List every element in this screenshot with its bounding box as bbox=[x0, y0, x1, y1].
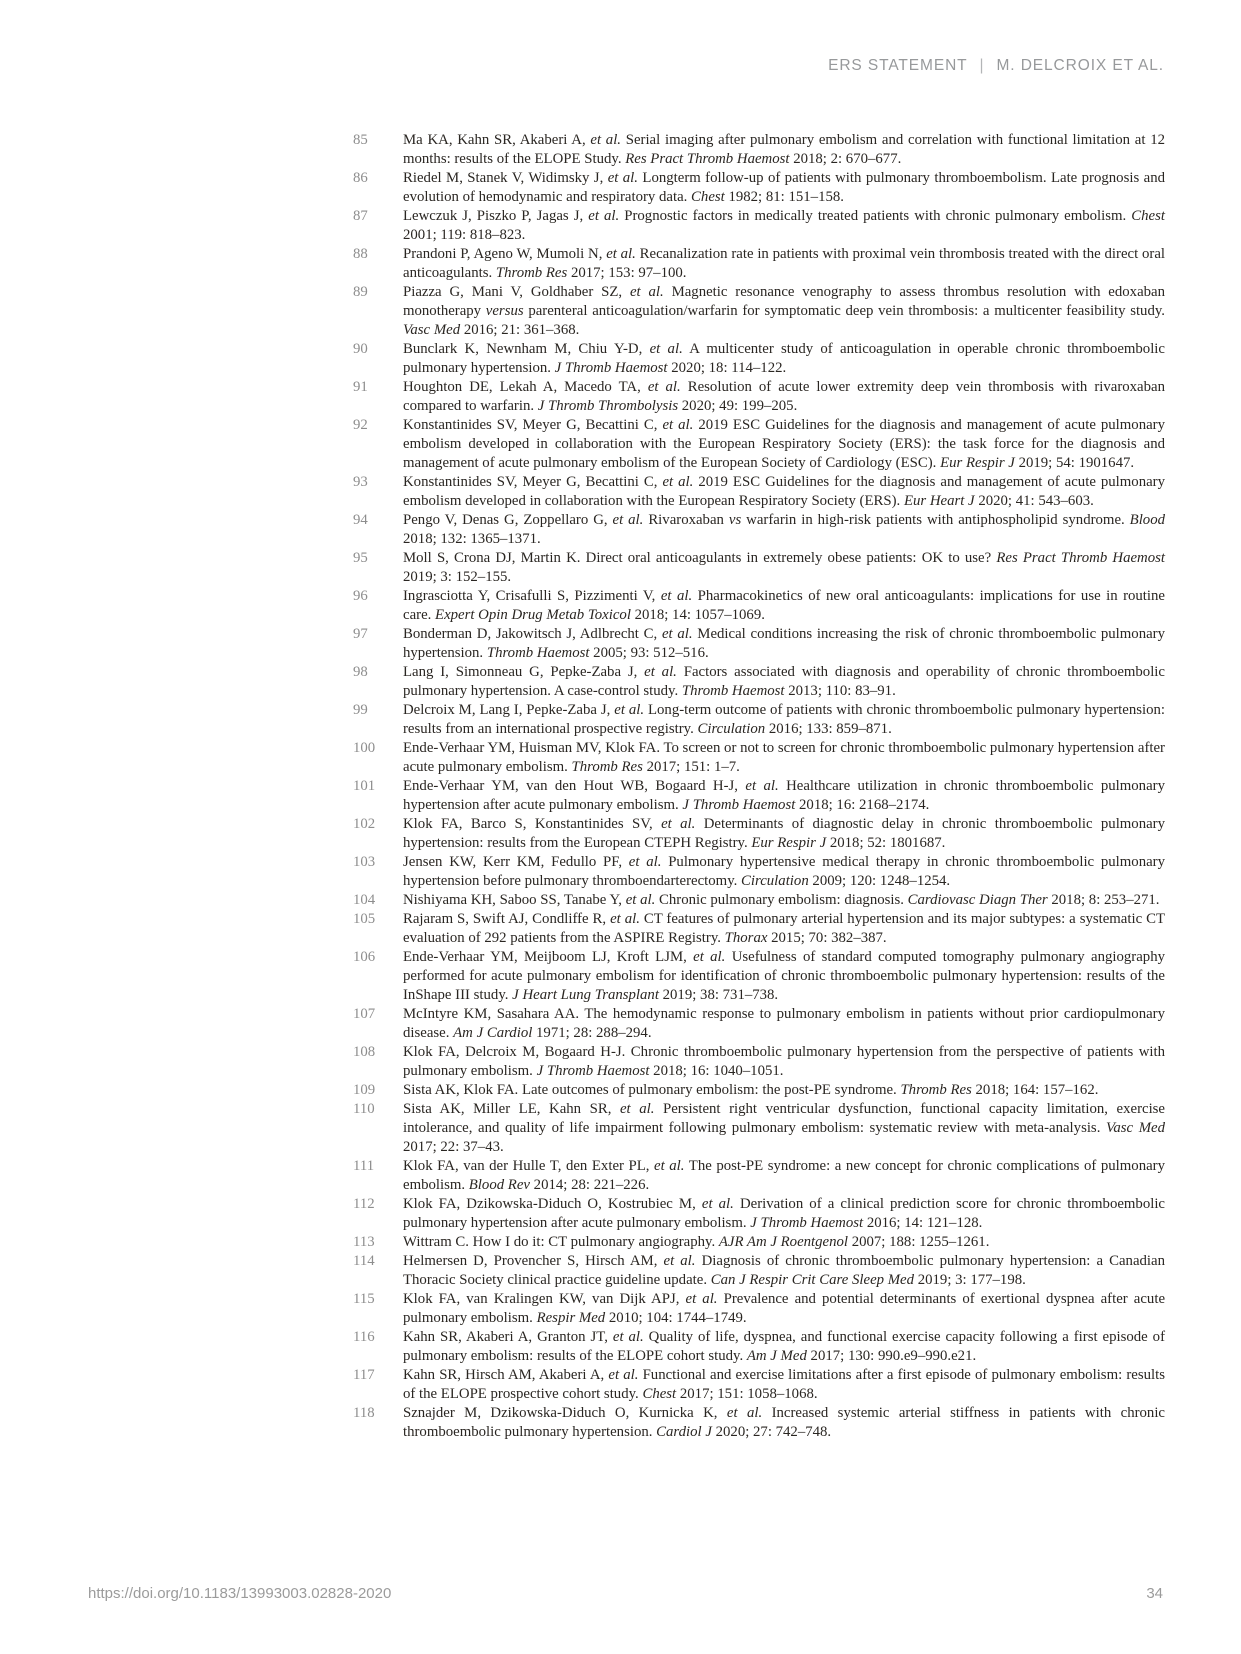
reference-text: Kahn SR, Hirsch AM, Akaberi A, et al. Functional and exercise limitations after a first episode of pulmonary embolism: results of the ELOPE prospective cohort study. Chest 2017; 151: 1058–1068. bbox=[403, 1367, 1165, 1402]
reference-text: Ende-Verhaar YM, Huisman MV, Klok FA. To screen or not to screen for chronic thromboembolic pulmonary hypertension after acute pulmonary embolism. Thromb Res 2017; 151: 1–7. bbox=[403, 740, 1165, 775]
reference-italic-segment: Thorax bbox=[724, 930, 768, 946]
reference-item bbox=[353, 1252, 1165, 1290]
reference-item bbox=[353, 891, 1165, 910]
reference-item bbox=[353, 815, 1165, 853]
reference-text: Klok FA, Barco S, Konstantinides SV, et al. Determinants of diagnostic delay in chronic thromboembolic pulmonary hypertension: results from the European CTEPH Registry. Eur Respir J 2018; 52: 1801687. bbox=[403, 816, 1165, 851]
reference-text: Bunclark K, Newnham M, Chiu Y-D, et al. A multicenter study of anticoagulation in operable chronic thromboembolic pulmonary hypertension. J Thromb Haemost 2020; 18: 114–122. bbox=[403, 341, 1165, 376]
reference-item bbox=[353, 948, 1165, 1005]
reference-italic-segment: et al. bbox=[607, 170, 638, 186]
reference-italic-segment: et al. bbox=[610, 911, 640, 927]
reference-text: Sista AK, Klok FA. Late outcomes of pulmonary embolism: the post-PE syndrome. Thromb Res 2018; 164: 157–162. bbox=[403, 1082, 1099, 1098]
reference-text: Delcroix M, Lang I, Pepke-Zaba J, et al. Long-term outcome of patients with chronic thromboembolic pulmonary hypertension: results from an international prospective registry. Circulation 2016; 133: 859–871. bbox=[403, 702, 1166, 737]
reference-text: Ma KA, Kahn SR, Akaberi A, et al. Serial imaging after pulmonary embolism and correlation with functional limitation at 12 months: results of the ELOPE Study. Res Pract Thromb Haemost 2018; 2: 670–677. bbox=[403, 132, 1166, 167]
reference-italic-segment: Vasc Med bbox=[1105, 1120, 1165, 1136]
reference-item bbox=[353, 169, 1165, 207]
reference-item bbox=[353, 739, 1165, 777]
reference-number: 95 bbox=[353, 550, 368, 566]
reference-italic-segment: Thromb Res bbox=[495, 265, 568, 281]
reference-text: Bonderman D, Jakowitsch J, Adlbrecht C, et al. Medical conditions increasing the risk of chronic thromboembolic pulmonary hypertension. Thromb Haemost 2005; 93: 512–516. bbox=[403, 626, 1165, 661]
reference-italic-segment: Blood bbox=[1129, 512, 1166, 528]
reference-text: Sista AK, Miller LE, Kahn SR, et al. Persistent right ventricular dysfunction, functional capacity limitation, exercise intolerance, and quality of life impairment following pulmonary embolism: systematic review with meta-analysis. Vasc Med 2017; 22: 37–43. bbox=[403, 1101, 1166, 1155]
reference-number: 98 bbox=[353, 664, 368, 680]
reference-text: Ende-Verhaar YM, van den Hout WB, Bogaard H-J, et al. Healthcare utilization in chronic thromboembolic pulmonary hypertension after acute pulmonary embolism. J Thromb Haemost 2018; 16: 2168–2174. bbox=[403, 778, 1165, 813]
reference-italic-segment: et al. bbox=[608, 1367, 639, 1383]
reference-text: Prandoni P, Ageno W, Mumoli N, et al. Recanalization rate in patients with proximal vein thrombosis treated with the direct oral anticoagulants. Thromb Res 2017; 153: 97–100. bbox=[403, 246, 1166, 281]
reference-italic-segment: et al. bbox=[701, 1196, 734, 1212]
reference-italic-segment: Respir Med bbox=[536, 1310, 606, 1326]
running-head bbox=[78, 57, 1164, 75]
reference-text: Lewczuk J, Piszko P, Jagas J, et al. Prognostic factors in medically treated patients with chronic pulmonary embolism. Chest 2001; 119: 818–823. bbox=[403, 208, 1165, 243]
reference-item bbox=[353, 1043, 1165, 1081]
reference-number: 88 bbox=[353, 246, 368, 262]
reference-item bbox=[353, 701, 1165, 739]
reference-number: 100 bbox=[353, 740, 376, 756]
reference-text: Klok FA, Dzikowska-Diduch O, Kostrubiec M, et al. Derivation of a clinical prediction score for chronic thromboembolic pulmonary hypertension after acute pulmonary embolism. J Thromb Haemost 2016; 14: 121–128. bbox=[403, 1196, 1166, 1231]
reference-text: Jensen KW, Kerr KM, Fedullo PF, et al. Pulmonary hypertensive medical therapy in chronic thromboembolic pulmonary hypertension before pulmonary thromboendarterectomy. Circulation 2009; 120: 1248–1254. bbox=[403, 854, 1165, 889]
reference-italic-segment: J Heart Lung Transplant bbox=[512, 987, 659, 1003]
reference-italic-segment: Circulation bbox=[697, 721, 766, 737]
reference-italic-segment: et al. bbox=[644, 664, 677, 680]
reference-italic-segment: et al. bbox=[628, 854, 662, 870]
reference-item bbox=[353, 1005, 1165, 1043]
reference-number: 106 bbox=[353, 949, 376, 965]
reference-item bbox=[353, 1100, 1165, 1157]
reference-item bbox=[353, 1404, 1165, 1442]
reference-item bbox=[353, 1366, 1165, 1404]
reference-number: 92 bbox=[353, 417, 368, 433]
reference-text: Helmersen D, Provencher S, Hirsch AM, et al. Diagnosis of chronic thromboembolic pulmonary hypertension: a Canadian Thoracic Society clinical practice guideline update. Can J Respir Crit Care Sleep Med 2019; 3: 177–198. bbox=[403, 1253, 1165, 1288]
reference-italic-segment: Res Pract Thromb Haemost bbox=[625, 151, 790, 167]
reference-text: Konstantinides SV, Meyer G, Becattini C, et al. 2019 ESC Guidelines for the diagnosis and management of acute pulmonary embolism developed in collaboration with the European Respiratory Society (ERS): the task force for the diagnosis and management of acute pulmonary embolism of the European Society of Cardiology (ESC). Eur Respir J 2019; 54: 1901647. bbox=[403, 417, 1165, 471]
reference-text: Rajaram S, Swift AJ, Condliffe R, et al. CT features of pulmonary arterial hypertension and its major subtypes: a systematic CT evaluation of 292 patients from the ASPIRE Registry. Thorax 2015; 70: 382–387. bbox=[403, 911, 1165, 946]
reference-number: 87 bbox=[353, 208, 368, 224]
reference-italic-segment: Expert Opin Drug Metab Toxicol bbox=[435, 607, 631, 623]
reference-italic-segment: Cardiovasc Diagn Ther bbox=[907, 892, 1048, 908]
reference-italic-segment: Chest bbox=[1131, 208, 1165, 224]
reference-italic-segment: et al. bbox=[662, 417, 694, 433]
reference-item bbox=[353, 473, 1165, 511]
reference-text: Ende-Verhaar YM, Meijboom LJ, Kroft LJM, et al. Usefulness of standard computed tomography pulmonary angiography performed for acute pulmonary embolism for identification of chronic thromboembolic pulmonary hypertension: results of the InShape III study. J Heart Lung Transplant 2019; 38: 731–738. bbox=[403, 949, 1165, 1003]
reference-italic-segment: Blood Rev bbox=[468, 1177, 530, 1193]
reference-item bbox=[353, 1290, 1165, 1328]
reference-number: 109 bbox=[353, 1082, 376, 1098]
reference-italic-segment: versus bbox=[485, 303, 524, 319]
reference-text: Nishiyama KH, Saboo SS, Tanabe Y, et al. Chronic pulmonary embolism: diagnosis. Cardiovasc Diagn Ther 2018; 8: 253–271. bbox=[403, 892, 1160, 908]
running-head-separator: | bbox=[979, 57, 985, 74]
reference-text: Klok FA, van der Hulle T, den Exter PL, et al. The post-PE syndrome: a new concept for chronic complications of pulmonary embolism. Blood Rev 2014; 28: 221–226. bbox=[403, 1158, 1165, 1193]
reference-item bbox=[353, 625, 1165, 663]
reference-italic-segment: J Thromb Haemost bbox=[750, 1215, 864, 1231]
reference-item bbox=[353, 340, 1165, 378]
reference-italic-segment: et al. bbox=[654, 1158, 685, 1174]
reference-italic-segment: et al. bbox=[661, 626, 693, 642]
reference-italic-segment: et al. bbox=[661, 816, 696, 832]
reference-number: 85 bbox=[353, 132, 368, 148]
reference-number: 97 bbox=[353, 626, 368, 642]
reference-number: 110 bbox=[353, 1101, 375, 1117]
reference-number: 86 bbox=[353, 170, 368, 186]
reference-text: Riedel M, Stanek V, Widimsky J, et al. Longterm follow-up of patients with pulmonary thromboembolism. Late prognosis and evolution of hemodynamic and respiratory data. Chest 1982; 81: 151–158. bbox=[403, 170, 1165, 205]
reference-item bbox=[353, 549, 1165, 587]
reference-text: Konstantinides SV, Meyer G, Becattini C, et al. 2019 ESC Guidelines for the diagnosis and management of acute pulmonary embolism developed in collaboration with the European Respiratory Society (ERS). Eur Heart J 2020; 41: 543–603. bbox=[403, 474, 1165, 509]
reference-italic-segment: Res Pract Thromb Haemost bbox=[996, 550, 1165, 566]
doi-link[interactable]: https://doi.org/10.1183/13993003.02828-2020 bbox=[88, 1585, 392, 1602]
reference-italic-segment: Eur Heart J bbox=[903, 493, 975, 509]
reference-number: 111 bbox=[353, 1158, 375, 1174]
reference-italic-segment: et al. bbox=[606, 246, 636, 262]
reference-number: 104 bbox=[353, 892, 376, 908]
reference-italic-segment: J Thromb Thrombolysis bbox=[537, 398, 679, 414]
reference-text: McIntyre KM, Sasahara AA. The hemodynamic response to pulmonary embolism in patients without prior cardiopulmonary disease. Am J Cardiol 1971; 28: 288–294. bbox=[403, 1006, 1165, 1041]
reference-item bbox=[353, 245, 1165, 283]
reference-italic-segment: et al. bbox=[745, 778, 779, 794]
reference-item bbox=[353, 416, 1165, 473]
reference-number: 101 bbox=[353, 778, 376, 794]
reference-number: 103 bbox=[353, 854, 376, 870]
reference-number: 94 bbox=[353, 512, 368, 528]
reference-item bbox=[353, 853, 1165, 891]
reference-text: Piazza G, Mani V, Goldhaber SZ, et al. Magnetic resonance venography to assess thrombus resolution with edoxaban monotherapy versus parenteral anticoagulation/warfarin for symptomatic deep vein thrombosis: a multicenter feasibility study. Vasc Med 2016; 21: 361–368. bbox=[403, 284, 1166, 338]
reference-item bbox=[353, 1328, 1165, 1366]
reference-italic-segment: Eur Respir J bbox=[751, 835, 827, 851]
reference-italic-segment: Thromb Haemost bbox=[486, 645, 590, 661]
reference-text: Ingrasciotta Y, Crisafulli S, Pizzimenti V, et al. Pharmacokinetics of new oral anticoagulants: implications for use in routine care. Expert Opin Drug Metab Toxicol 2018; 14: 1057–1069. bbox=[403, 588, 1165, 623]
running-head-section: ERS STATEMENT bbox=[828, 57, 968, 74]
reference-number: 99 bbox=[353, 702, 368, 718]
reference-number: 89 bbox=[353, 284, 368, 300]
reference-italic-segment: et al. bbox=[629, 284, 664, 300]
reference-number: 116 bbox=[353, 1329, 375, 1345]
reference-italic-segment: Thromb Res bbox=[571, 759, 643, 775]
reference-item bbox=[353, 1081, 1165, 1100]
reference-italic-segment: et al. bbox=[647, 379, 681, 395]
reference-italic-segment: Am J Cardiol bbox=[453, 1025, 533, 1041]
reference-italic-segment: et al. bbox=[662, 474, 694, 490]
reference-italic-segment: et al. bbox=[612, 1329, 644, 1345]
reference-text: Lang I, Simonneau G, Pepke-Zaba J, et al. Factors associated with diagnosis and operability of chronic thromboembolic pulmonary hypertension. A case-control study. Thromb Haemost 2013; 110: 83–91. bbox=[403, 664, 1165, 699]
reference-italic-segment: Chest bbox=[691, 189, 725, 205]
reference-number: 114 bbox=[353, 1253, 375, 1269]
reference-italic-segment: Eur Respir J bbox=[940, 455, 1015, 471]
reference-item bbox=[353, 777, 1165, 815]
reference-item bbox=[353, 283, 1165, 340]
reference-italic-segment: et al. bbox=[649, 341, 683, 357]
reference-italic-segment: et al. bbox=[625, 892, 656, 908]
reference-item bbox=[353, 663, 1165, 701]
reference-italic-segment: et al. bbox=[619, 1101, 655, 1117]
reference-italic-segment: Thromb Haemost bbox=[681, 683, 785, 699]
reference-text: Sznajder M, Dzikowska-Diduch O, Kurnicka K, et al. Increased systemic arterial stiffness in patients with chronic thromboembolic pulmonary hypertension. Cardiol J 2020; 27: 742–748. bbox=[403, 1405, 1166, 1440]
reference-italic-segment: et al. bbox=[614, 702, 645, 718]
reference-italic-segment: Can J Respir Crit Care Sleep Med bbox=[710, 1272, 915, 1288]
reference-item bbox=[353, 1195, 1165, 1233]
reference-italic-segment: et al. bbox=[660, 588, 693, 604]
reference-italic-segment: Am J Med bbox=[746, 1348, 807, 1364]
reference-italic-segment: Circulation bbox=[741, 873, 809, 889]
reference-text: Wittram C. How I do it: CT pulmonary angiography. AJR Am J Roentgenol 2007; 188: 1255–1261. bbox=[403, 1234, 990, 1250]
reference-italic-segment: vs bbox=[728, 512, 742, 528]
reference-item bbox=[353, 1157, 1165, 1195]
reference-number: 105 bbox=[353, 911, 376, 927]
running-head-authors: M. DELCROIX ET AL. bbox=[996, 57, 1164, 74]
reference-list bbox=[353, 131, 1165, 1442]
reference-number: 91 bbox=[353, 379, 368, 395]
reference-italic-segment: AJR Am J Roentgenol bbox=[718, 1234, 849, 1250]
reference-text: Houghton DE, Lekah A, Macedo TA, et al. Resolution of acute lower extremity deep vein thrombosis with rivaroxaban compared to warfarin. J Thromb Thrombolysis 2020; 49: 199–205. bbox=[403, 379, 1165, 414]
reference-text: Klok FA, Delcroix M, Bogaard H-J. Chronic thromboembolic pulmonary hypertension from the perspective of patients with pulmonary embolism. J Thromb Haemost 2018; 16: 1040–1051. bbox=[403, 1044, 1165, 1079]
reference-number: 108 bbox=[353, 1044, 376, 1060]
reference-italic-segment: Chest bbox=[642, 1386, 677, 1402]
reference-number: 117 bbox=[353, 1367, 375, 1383]
reference-item bbox=[353, 378, 1165, 416]
reference-item bbox=[353, 910, 1165, 948]
reference-text: Klok FA, van Kralingen KW, van Dijk APJ, et al. Prevalence and potential determinants of exertional dyspnea after acute pulmonary embolism. Respir Med 2010; 104: 1744–1749. bbox=[403, 1291, 1166, 1326]
reference-italic-segment: J Thromb Haemost bbox=[682, 797, 796, 813]
reference-italic-segment: Cardiol J bbox=[656, 1424, 712, 1440]
reference-number: 96 bbox=[353, 588, 368, 604]
reference-text: Pengo V, Denas G, Zoppellaro G, et al. Rivaroxaban vs warfarin in high-risk patients with antiphospholipid syndrome. Blood 2018; 132: 1365–1371. bbox=[403, 512, 1166, 547]
page-number: 34 bbox=[1146, 1585, 1163, 1602]
reference-number: 113 bbox=[353, 1234, 375, 1250]
reference-italic-segment: et al. bbox=[612, 512, 644, 528]
reference-item bbox=[353, 207, 1165, 245]
reference-italic-segment: et al. bbox=[588, 208, 620, 224]
reference-item bbox=[353, 511, 1165, 549]
reference-italic-segment: J Thromb Haemost bbox=[536, 1063, 650, 1079]
reference-italic-segment: et al. bbox=[663, 1253, 696, 1269]
page-footer bbox=[88, 1585, 1163, 1602]
reference-italic-segment: et al. bbox=[726, 1405, 763, 1421]
reference-italic-segment: J Thromb Haemost bbox=[554, 360, 668, 376]
reference-item bbox=[353, 1233, 1165, 1252]
reference-text: Moll S, Crona DJ, Martin K. Direct oral anticoagulants in extremely obese patients: OK to use? Res Pract Thromb Haemost 2019; 3: 152–155. bbox=[403, 550, 1165, 585]
reference-italic-segment: Thromb Res bbox=[900, 1082, 972, 1098]
reference-number: 112 bbox=[353, 1196, 375, 1212]
reference-item bbox=[353, 587, 1165, 625]
reference-text: Kahn SR, Akaberi A, Granton JT, et al. Quality of life, dyspnea, and functional exercise capacity following a first episode of pulmonary embolism: results of the ELOPE cohort study. Am J Med 2017; 130: 990.e9–990.e21. bbox=[403, 1329, 1165, 1364]
reference-number: 107 bbox=[353, 1006, 376, 1022]
reference-number: 118 bbox=[353, 1405, 375, 1421]
reference-italic-segment: et al. bbox=[693, 949, 726, 965]
reference-number: 90 bbox=[353, 341, 368, 357]
reference-number: 102 bbox=[353, 816, 376, 832]
reference-italic-segment: Vasc Med bbox=[403, 322, 461, 338]
reference-italic-segment: et al. bbox=[685, 1291, 718, 1307]
reference-number: 93 bbox=[353, 474, 368, 490]
reference-item bbox=[353, 131, 1165, 169]
reference-number: 115 bbox=[353, 1291, 375, 1307]
reference-italic-segment: et al. bbox=[590, 132, 621, 148]
